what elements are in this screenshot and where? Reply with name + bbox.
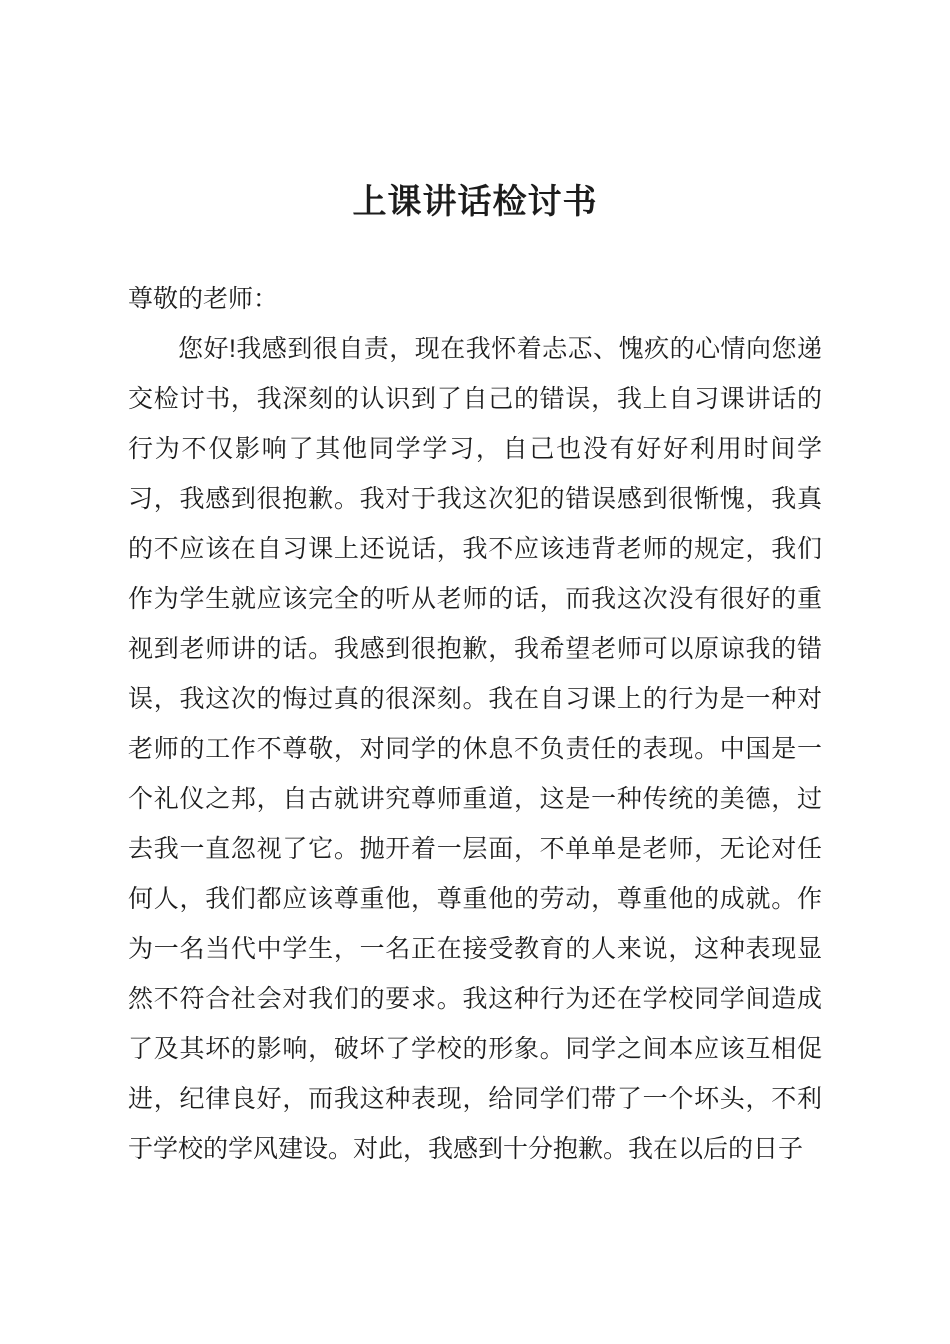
document-title: 上课讲话检讨书 xyxy=(352,183,598,221)
salutation-line: 尊敬的老师： xyxy=(128,285,279,313)
body-paragraph: 您好!我感到很自责，现在我怀着忐忑、愧疚的心情向您递交检讨书，我深刻的认识到了自己的错误，我上自习课讲话的行为不仅影响了其他同学学习，自己也没有好好利用时间学习，我感到很抱歉。我对于我这次犯的错误感到很惭愧，我真的不应该在自习课上还说话，我不应该违背老师的规定，我们作为学生就应该完全的听从老师的话，而我这次没有很好的重视到老师讲的话。我感到很抱歉，我希望老师可以原谅我的错误，我这次的悔过真的很深刻。我在自习课上的行为是一种对老师的工作不尊敬，对同学的休息不负责任的表现。中国是一个礼仪之邦，自古就讲究尊师重道，这是一种传统的美德，过去我一直忽视了它。抛开着一层面，不单单是老师，无论对任何人，我们都应该尊重他，尊重他的劳动，尊重他的成就。作为一名当代中学生，一名正在接受教育的人来说，这种表现显然不符合社会对我们的要求。我这种行为还在学校同学间造成了及其坏的影响，破坏了学校的形象。同学之间本应该互相促进，纪律良好，而我这种表现，给同学们带了一个坏头，不利于学校的学风建设。对此，我感到十分抱歉。我在以后的日子 xyxy=(128,335,822,1163)
